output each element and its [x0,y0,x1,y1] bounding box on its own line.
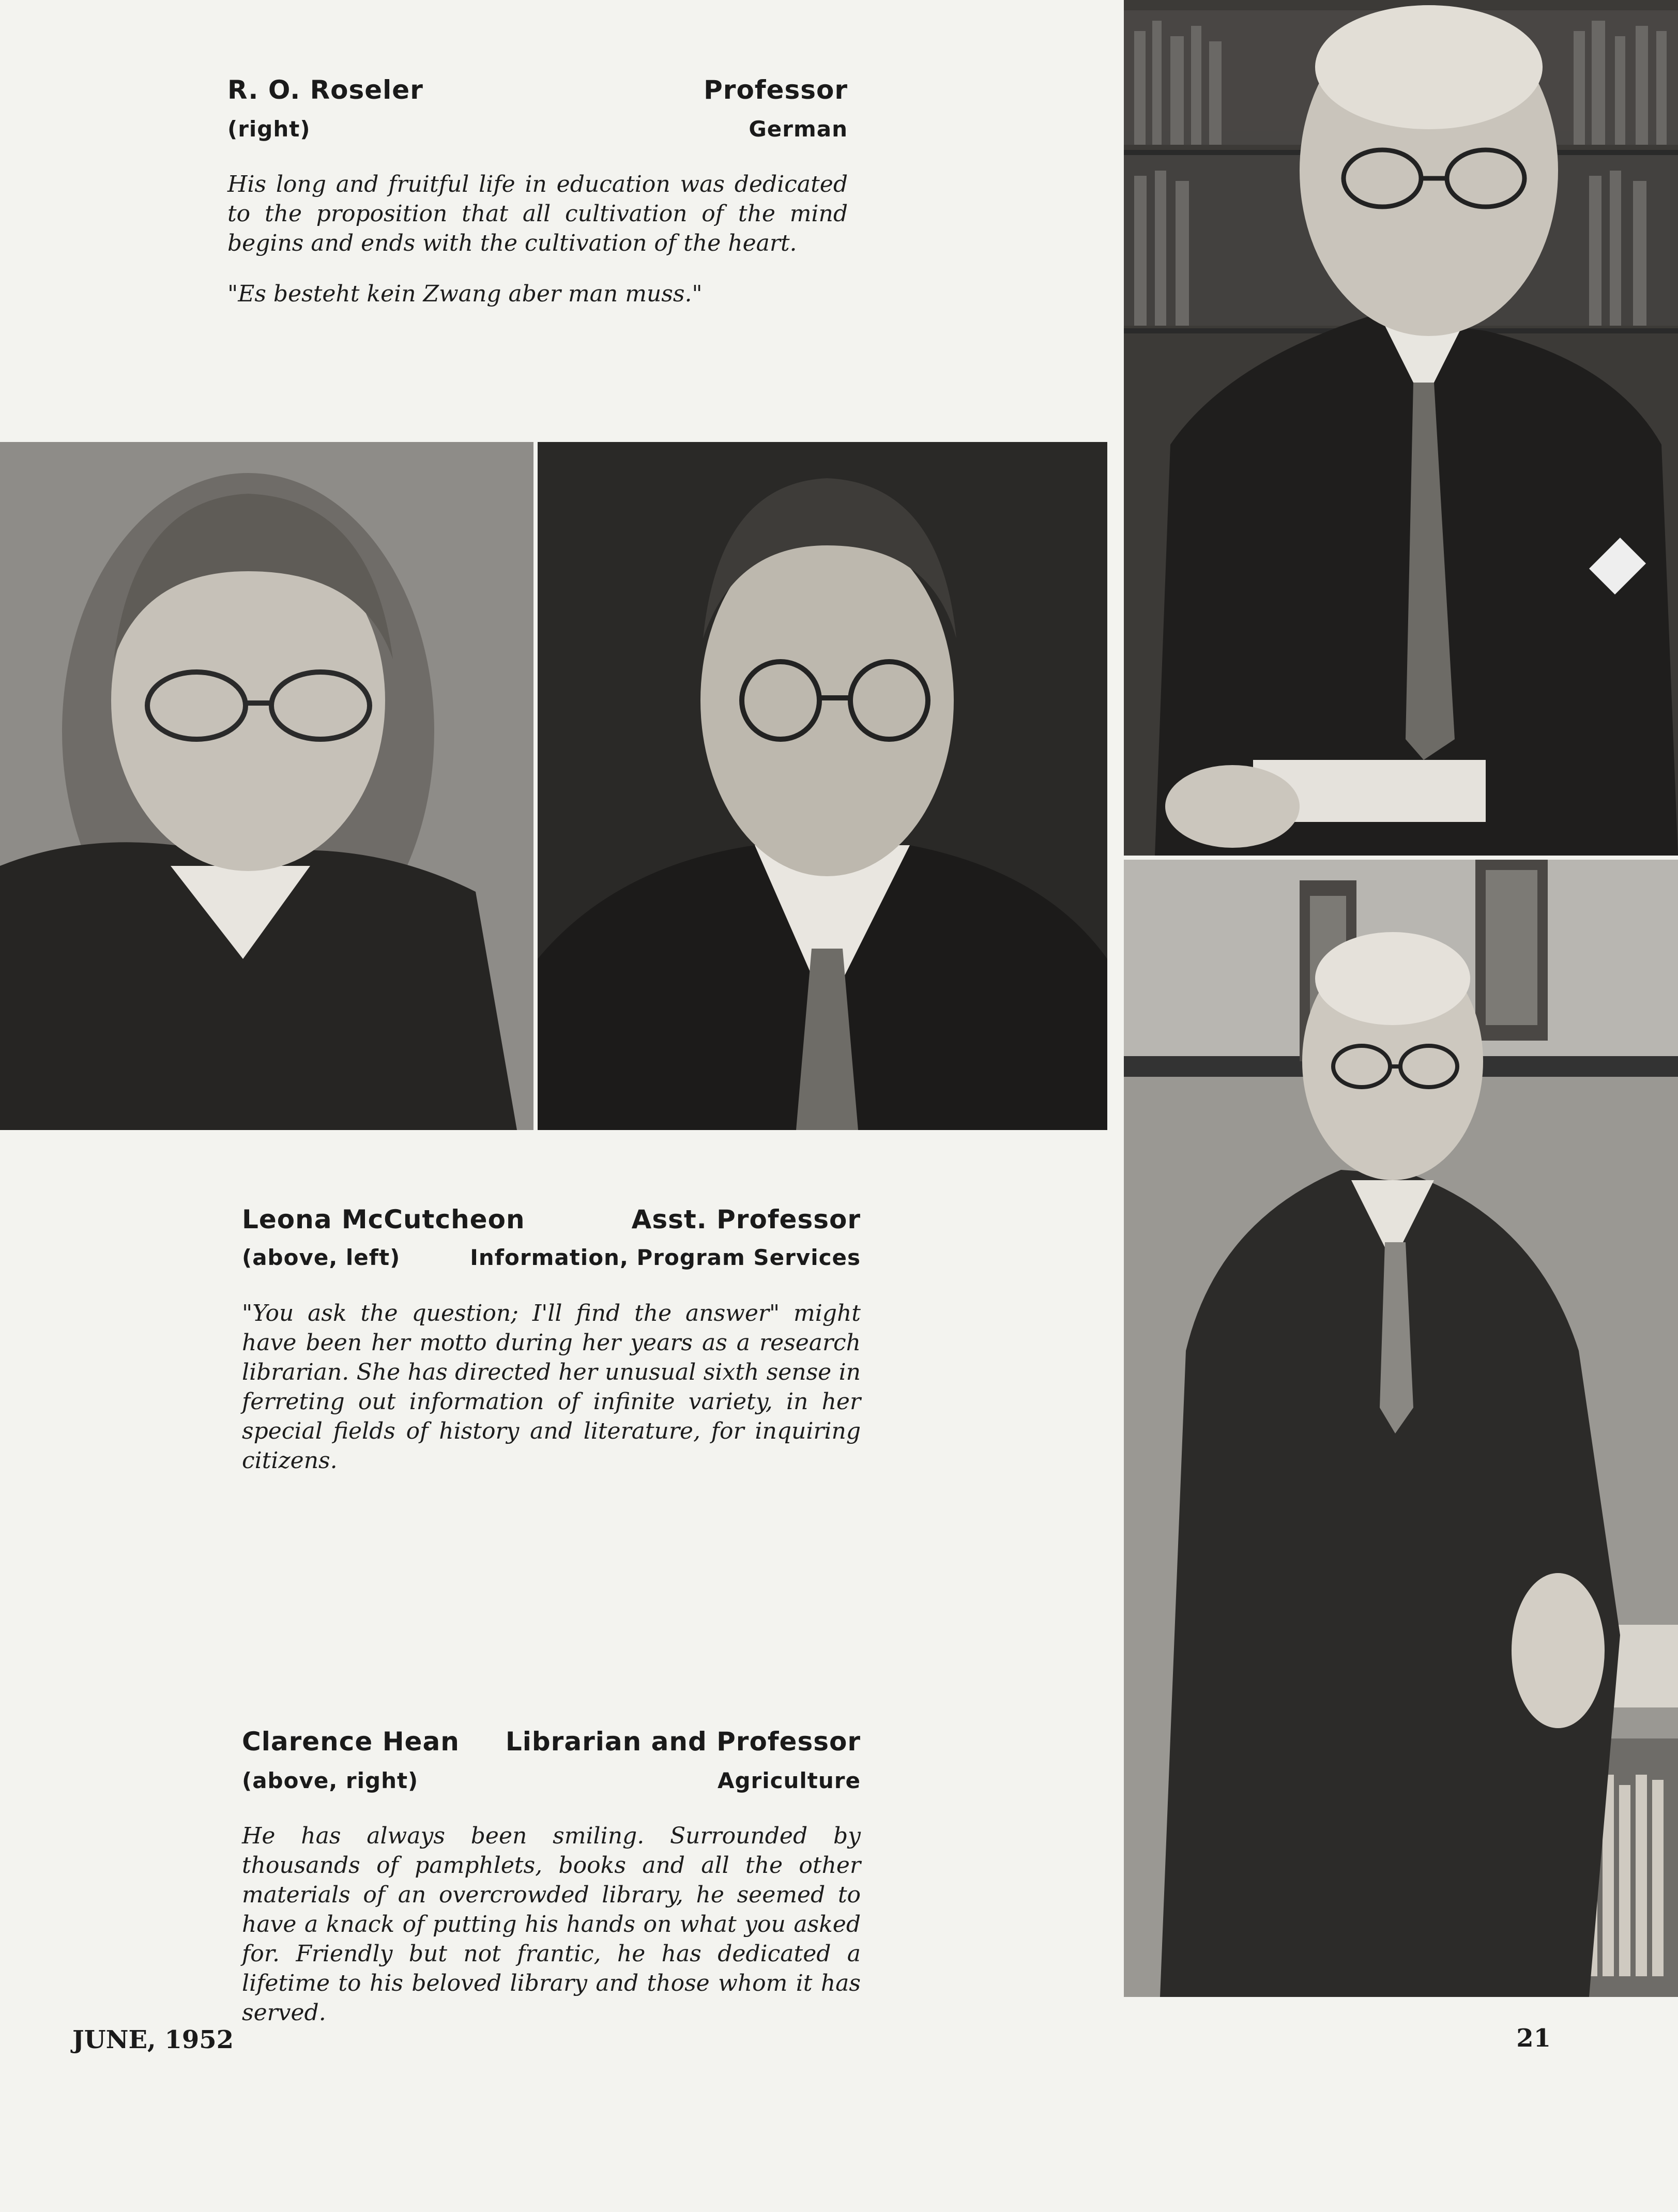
mccutcheon-description: "You ask the question; I'll find the answer" might have been her motto during her years as a research librarian. She has directed her unusual sixth sense in ferreting out information of infinite variety, in her special fields of history and literature, for inquiring citizens. [242,1300,861,1474]
roseler-title: Professor [704,75,848,105]
photo-hean [1124,860,1678,1997]
hean-name: Clarence Hean [242,1727,460,1757]
photo-hean-portrait [538,442,1107,1130]
mccutcheon-position: (above, left) [242,1245,401,1270]
roseler-name: R. O. Roseler [227,75,423,105]
page-number: 21 [1516,2024,1551,2053]
roseler-position: (right) [227,116,311,142]
mccutcheon-name: Leona McCutcheon [242,1204,525,1234]
photo-roseler [1124,0,1678,856]
roseler-quote: "Es besteht kein Zwang aber man muss." [227,281,703,307]
photo-mccutcheon [0,442,533,1130]
hean-description: He has always been smiling. Surrounded by thousands of pamphlets, books and all the other materials of an overcrowded library, he seemed to have a knack of putting his hands on what you asked for. Friendly but not frantic, he has dedicated a lifetime to his beloved library and those whom it has served. [242,1823,861,2026]
mccutcheon-department: Information, Program Services [470,1245,861,1270]
hean-title: Librarian and Professor [505,1727,861,1757]
hean-position: (above, right) [242,1768,419,1793]
hean-department: Agriculture [717,1768,861,1793]
roseler-department: German [749,116,848,142]
mccutcheon-title: Asst. Professor [631,1204,861,1234]
issue-date: JUNE, 1952 [72,2025,234,2054]
roseler-description: His long and fruitful life in education was dedicated to the proposition that all cultivation of the mind begins and ends with the cultivation of the heart. [227,171,848,256]
